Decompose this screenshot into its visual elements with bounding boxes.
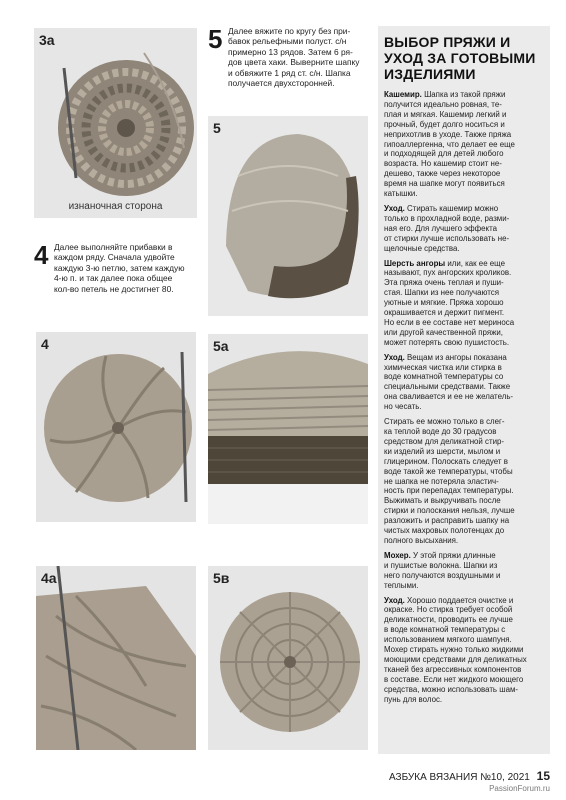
sidebar-section [384, 90, 544, 199]
sidebar-section [384, 353, 544, 412]
step-4-line: каждом ряду. Сначала удвойте [54, 252, 175, 263]
sidebar-section-text: возраста. Но кашемир стоит не- [384, 159, 502, 169]
sidebar-section-text: может потерять свою пушистость. [384, 337, 510, 347]
sidebar-section-heading: Уход. [384, 203, 405, 213]
sidebar-section-text: глицерином. Полоскать следует в [384, 456, 508, 466]
sidebar-section-text: Хорошо поддается очистке и [404, 595, 514, 605]
sidebar-section-heading: Шерсть ангоры [384, 258, 446, 268]
sidebar-section-line [384, 318, 544, 328]
sidebar-section-heading: Кашемир. [384, 90, 422, 99]
sidebar-section-text: катышки. [384, 189, 418, 199]
sidebar-section-line [384, 402, 544, 412]
sidebar-section-heading: Уход. [384, 352, 405, 362]
photo-4a [36, 566, 196, 750]
sidebar-section-line [384, 496, 544, 506]
sidebar-section-text: стая. Шапки из нее получаются [384, 288, 500, 298]
sidebar-section-text: Стирать кашемир можно [404, 203, 499, 213]
sidebar-section-text: полного высыхания. [384, 535, 459, 545]
sidebar-section-line [384, 477, 544, 487]
photo-3a-image [34, 28, 197, 218]
step-4-text [54, 242, 185, 294]
step-5-line: бавок рельефными полуст. с/н [228, 36, 347, 47]
sidebar-section [384, 204, 544, 254]
sidebar-title-line: ИЗДЕЛИЯМИ [384, 66, 476, 82]
sidebar-section-line [384, 561, 544, 571]
photo-3a-caption: изнаночная сторона [68, 201, 163, 212]
sidebar-section-line [384, 100, 544, 110]
sidebar-section-line [384, 234, 544, 244]
sidebar-section-line [384, 159, 544, 169]
sidebar-section-text: плая и мягкая. Кашемир легкий и [384, 109, 507, 119]
step-4-line: каждую 3-ю петлю, затем каждую [54, 262, 185, 273]
sidebar-section-text: щелочные средства. [384, 243, 460, 253]
sidebar-section-line [384, 695, 544, 705]
sidebar-section-line [384, 571, 544, 581]
sidebar-section-line [384, 685, 544, 695]
step-5-line: получается двухсторонней. [228, 78, 335, 89]
sidebar-section-line [384, 149, 544, 159]
sidebar-section-text: гипоаллергенна, что делает ее еще [384, 139, 515, 149]
sidebar-section-text: него получаются воздушными и [384, 570, 501, 580]
sidebar-section-line [384, 596, 544, 606]
sidebar-section-line [384, 372, 544, 382]
page-number: 15 [536, 769, 550, 783]
sidebar-section-line [384, 120, 544, 130]
photo-4a-image [36, 566, 196, 750]
sidebar-section-text: в составе. Если нет жидкого моющего [384, 674, 524, 684]
watermark: PassionForum.ru [489, 784, 550, 793]
sidebar-section-line [384, 447, 544, 457]
sidebar-section-text: окраске. Но стирка требует особой [384, 605, 513, 615]
sidebar-title [384, 34, 544, 82]
photo-5v [208, 566, 368, 750]
sidebar-section-text: уютные и мягкие. Пряжа хорошо [384, 298, 504, 308]
sidebar-section-text: ки изделий из шерсти, мылом и [384, 446, 501, 456]
step-4-line: 4-ю п. и так далее пока общее [54, 273, 173, 284]
sidebar-section-text: получится идеально ровная, те- [384, 99, 502, 109]
sidebar-section-line [384, 214, 544, 224]
sidebar-section-line [384, 516, 544, 526]
sidebar-section-line [384, 308, 544, 318]
sidebar-section-line [384, 635, 544, 645]
sidebar-section-line [384, 437, 544, 447]
step-4-number: 4 [34, 240, 49, 270]
sidebar-section-line [384, 268, 544, 278]
sidebar-section-line [384, 353, 544, 363]
sidebar-section-text: использованием мягкого шампуня. [384, 635, 512, 645]
sidebar-section-text: от стирки лучше использовать не- [384, 233, 510, 243]
sidebar-section-line [384, 328, 544, 338]
sidebar-section-text: ка теплой воде до 30 градусов [384, 427, 497, 436]
step-4-line: кол-во петель не достигнет 80. [54, 283, 174, 294]
step-5 [208, 26, 373, 96]
sidebar-section-line [384, 457, 544, 467]
sidebar-section [384, 551, 544, 591]
photo-5v-label: 5в [213, 570, 230, 586]
sidebar-section-line [384, 189, 544, 199]
sidebar-section-text: средством для деликатной стир- [384, 436, 505, 446]
sidebar-section-line [384, 392, 544, 402]
sidebar-section-text: в воде комнатной температуры с [384, 625, 506, 635]
sidebar-section-line [384, 467, 544, 477]
sidebar-section-text: У этой пряжи длинные [410, 550, 496, 560]
sidebar-section-line [384, 169, 544, 179]
sidebar-section-text: ность при перепадах температуры. [384, 486, 514, 496]
sidebar-section-text: дешево, также через некоторое [384, 169, 501, 179]
sidebar-section-line [384, 615, 544, 625]
sidebar-section-heading: Уход. [384, 595, 405, 605]
sidebar-section-text: воде такой же температуры, чтобы [384, 466, 513, 476]
sidebar-sections [384, 90, 544, 704]
step-4 [34, 242, 204, 302]
sidebar-section-text: и подходящей для детей любого [384, 149, 504, 159]
photo-4a-label: 4а [41, 570, 57, 586]
step-4-line: Далее выполняйте прибавки в [54, 242, 173, 252]
sidebar-section-text: но чесать. [384, 402, 422, 412]
sidebar-section-text: воде комнатной температуры со [384, 372, 504, 382]
sidebar-section-text: Выжимать и выкручивать после [384, 496, 501, 506]
step-5-line: примерно 13 рядов. Затем 6 ря- [228, 46, 353, 57]
sidebar-section-line [384, 526, 544, 536]
sidebar-section [384, 596, 544, 705]
sidebar-section-line [384, 675, 544, 685]
photo-5-image [208, 116, 368, 316]
sidebar-section-line [384, 605, 544, 615]
magazine-name: АЗБУКА ВЯЗАНИЯ №10, 2021 [388, 772, 530, 783]
sidebar-section-text: разложить и расправить шапку на [384, 516, 510, 526]
sidebar-section-text: химическая чистка или стирка в [384, 362, 502, 372]
sidebar-section-line [384, 645, 544, 655]
photo-5a-image [208, 334, 368, 524]
sidebar-section-text: Мохер стирать нужно только жидкими [384, 645, 524, 655]
sidebar-section-text: теплыми. [384, 580, 419, 590]
sidebar-section-text: она сваливается и ее не желатель- [384, 392, 514, 402]
photo-5-label: 5 [213, 120, 221, 136]
photo-5 [208, 116, 368, 316]
sidebar-section-text: Стирать ее можно только в слег- [384, 417, 505, 427]
sidebar-section-line [384, 204, 544, 214]
sidebar-section-line [384, 427, 544, 437]
sidebar-section [384, 417, 544, 546]
sidebar-section-line [384, 90, 544, 100]
photo-4-image [36, 332, 196, 522]
sidebar-section-line [384, 288, 544, 298]
sidebar-section-text: называют, пух ангорских кроликов. [384, 268, 512, 278]
sidebar-section-text: деликатности, проводить ее лучше [384, 615, 513, 625]
sidebar-section-text: Но если в ее составе нет мериноса [384, 317, 515, 327]
sidebar-section-text: Вещам из ангоры показана [404, 352, 507, 362]
sidebar-section-text: только в прохладной воде, разми- [384, 213, 510, 223]
sidebar-section-text: время на шапке могут появиться [384, 179, 505, 189]
sidebar-section-text: средства, можно использовать шам- [384, 684, 519, 694]
sidebar-section-text: стирки и полоскания нельзя, лучше [384, 506, 515, 516]
sidebar-section-text: окрашивается и держит пигмент. [384, 308, 505, 318]
sidebar-section-text: специальными средствами. Также [384, 382, 511, 392]
sidebar-section-text: Эта пряжа очень теплая и пуши- [384, 278, 504, 288]
sidebar-section-line [384, 363, 544, 373]
sidebar-section-line [384, 140, 544, 150]
step-5-line: Далее вяжите по кругу без при- [228, 26, 351, 36]
sidebar-section-text: прочный, будет долго носиться и [384, 119, 505, 129]
yarn-care-sidebar [378, 26, 550, 754]
sidebar-section-line [384, 382, 544, 392]
photo-5v-image [208, 566, 368, 750]
sidebar-section-line [384, 536, 544, 546]
sidebar-section-text: или другой качественной пряжи, [384, 327, 503, 337]
sidebar-section-line [384, 338, 544, 348]
photo-3a [34, 28, 197, 218]
sidebar-section-text: и пушистые волокна. Шапки из [384, 560, 498, 570]
sidebar-section-text: тканей без агрессивных компонентов [384, 664, 522, 674]
sidebar-section-line [384, 506, 544, 516]
sidebar-section-text: ная его. Для лучшего эффекта [384, 223, 498, 233]
sidebar-section-line [384, 298, 544, 308]
sidebar-section-line [384, 259, 544, 269]
sidebar-section-line [384, 110, 544, 120]
sidebar-section-line [384, 278, 544, 288]
sidebar-section-line [384, 417, 544, 427]
sidebar-section-text: чистых махровых полотенцах до [384, 526, 505, 536]
sidebar-section-line [384, 625, 544, 635]
sidebar-section-line [384, 130, 544, 140]
sidebar-section-line [384, 655, 544, 665]
photo-3a-label: 3а [39, 32, 55, 48]
sidebar-section-line [384, 551, 544, 561]
sidebar-section [384, 259, 544, 348]
sidebar-title-line: ВЫБОР ПРЯЖИ И [384, 34, 511, 50]
sidebar-section-text: моющими средствами для деликатных [384, 654, 527, 664]
sidebar-section-text: Шапка из такой пряжи [421, 90, 506, 99]
photo-5a [208, 334, 368, 524]
sidebar-title-line: УХОД ЗА ГОТОВЫМИ [384, 50, 536, 66]
sidebar-section-line [384, 665, 544, 675]
photo-5a-label: 5а [213, 338, 229, 354]
sidebar-section-text: неприхотлив в уходе. Также пряжа [384, 129, 512, 139]
sidebar-section-line [384, 179, 544, 189]
sidebar-section-heading: Мохер. [384, 550, 411, 560]
sidebar-section-line [384, 486, 544, 496]
photo-4 [36, 332, 196, 522]
sidebar-section-line [384, 244, 544, 254]
sidebar-section-line [384, 224, 544, 234]
step-5-number: 5 [208, 24, 223, 54]
sidebar-section-line [384, 581, 544, 591]
photo-4-label: 4 [41, 336, 49, 352]
sidebar-section-text: или, как ее еще [445, 258, 505, 268]
sidebar-section-text: пунь для волос. [384, 694, 443, 704]
sidebar-section-text: не шапка не потеряла эластич- [384, 476, 499, 486]
step-5-line: и обвяжите 1 ряд ст. с/н. Шапка [228, 67, 351, 78]
step-5-text [228, 26, 360, 88]
step-5-line: дов цвета хаки. Выверните шапку [228, 57, 360, 68]
page-footer [389, 769, 550, 783]
